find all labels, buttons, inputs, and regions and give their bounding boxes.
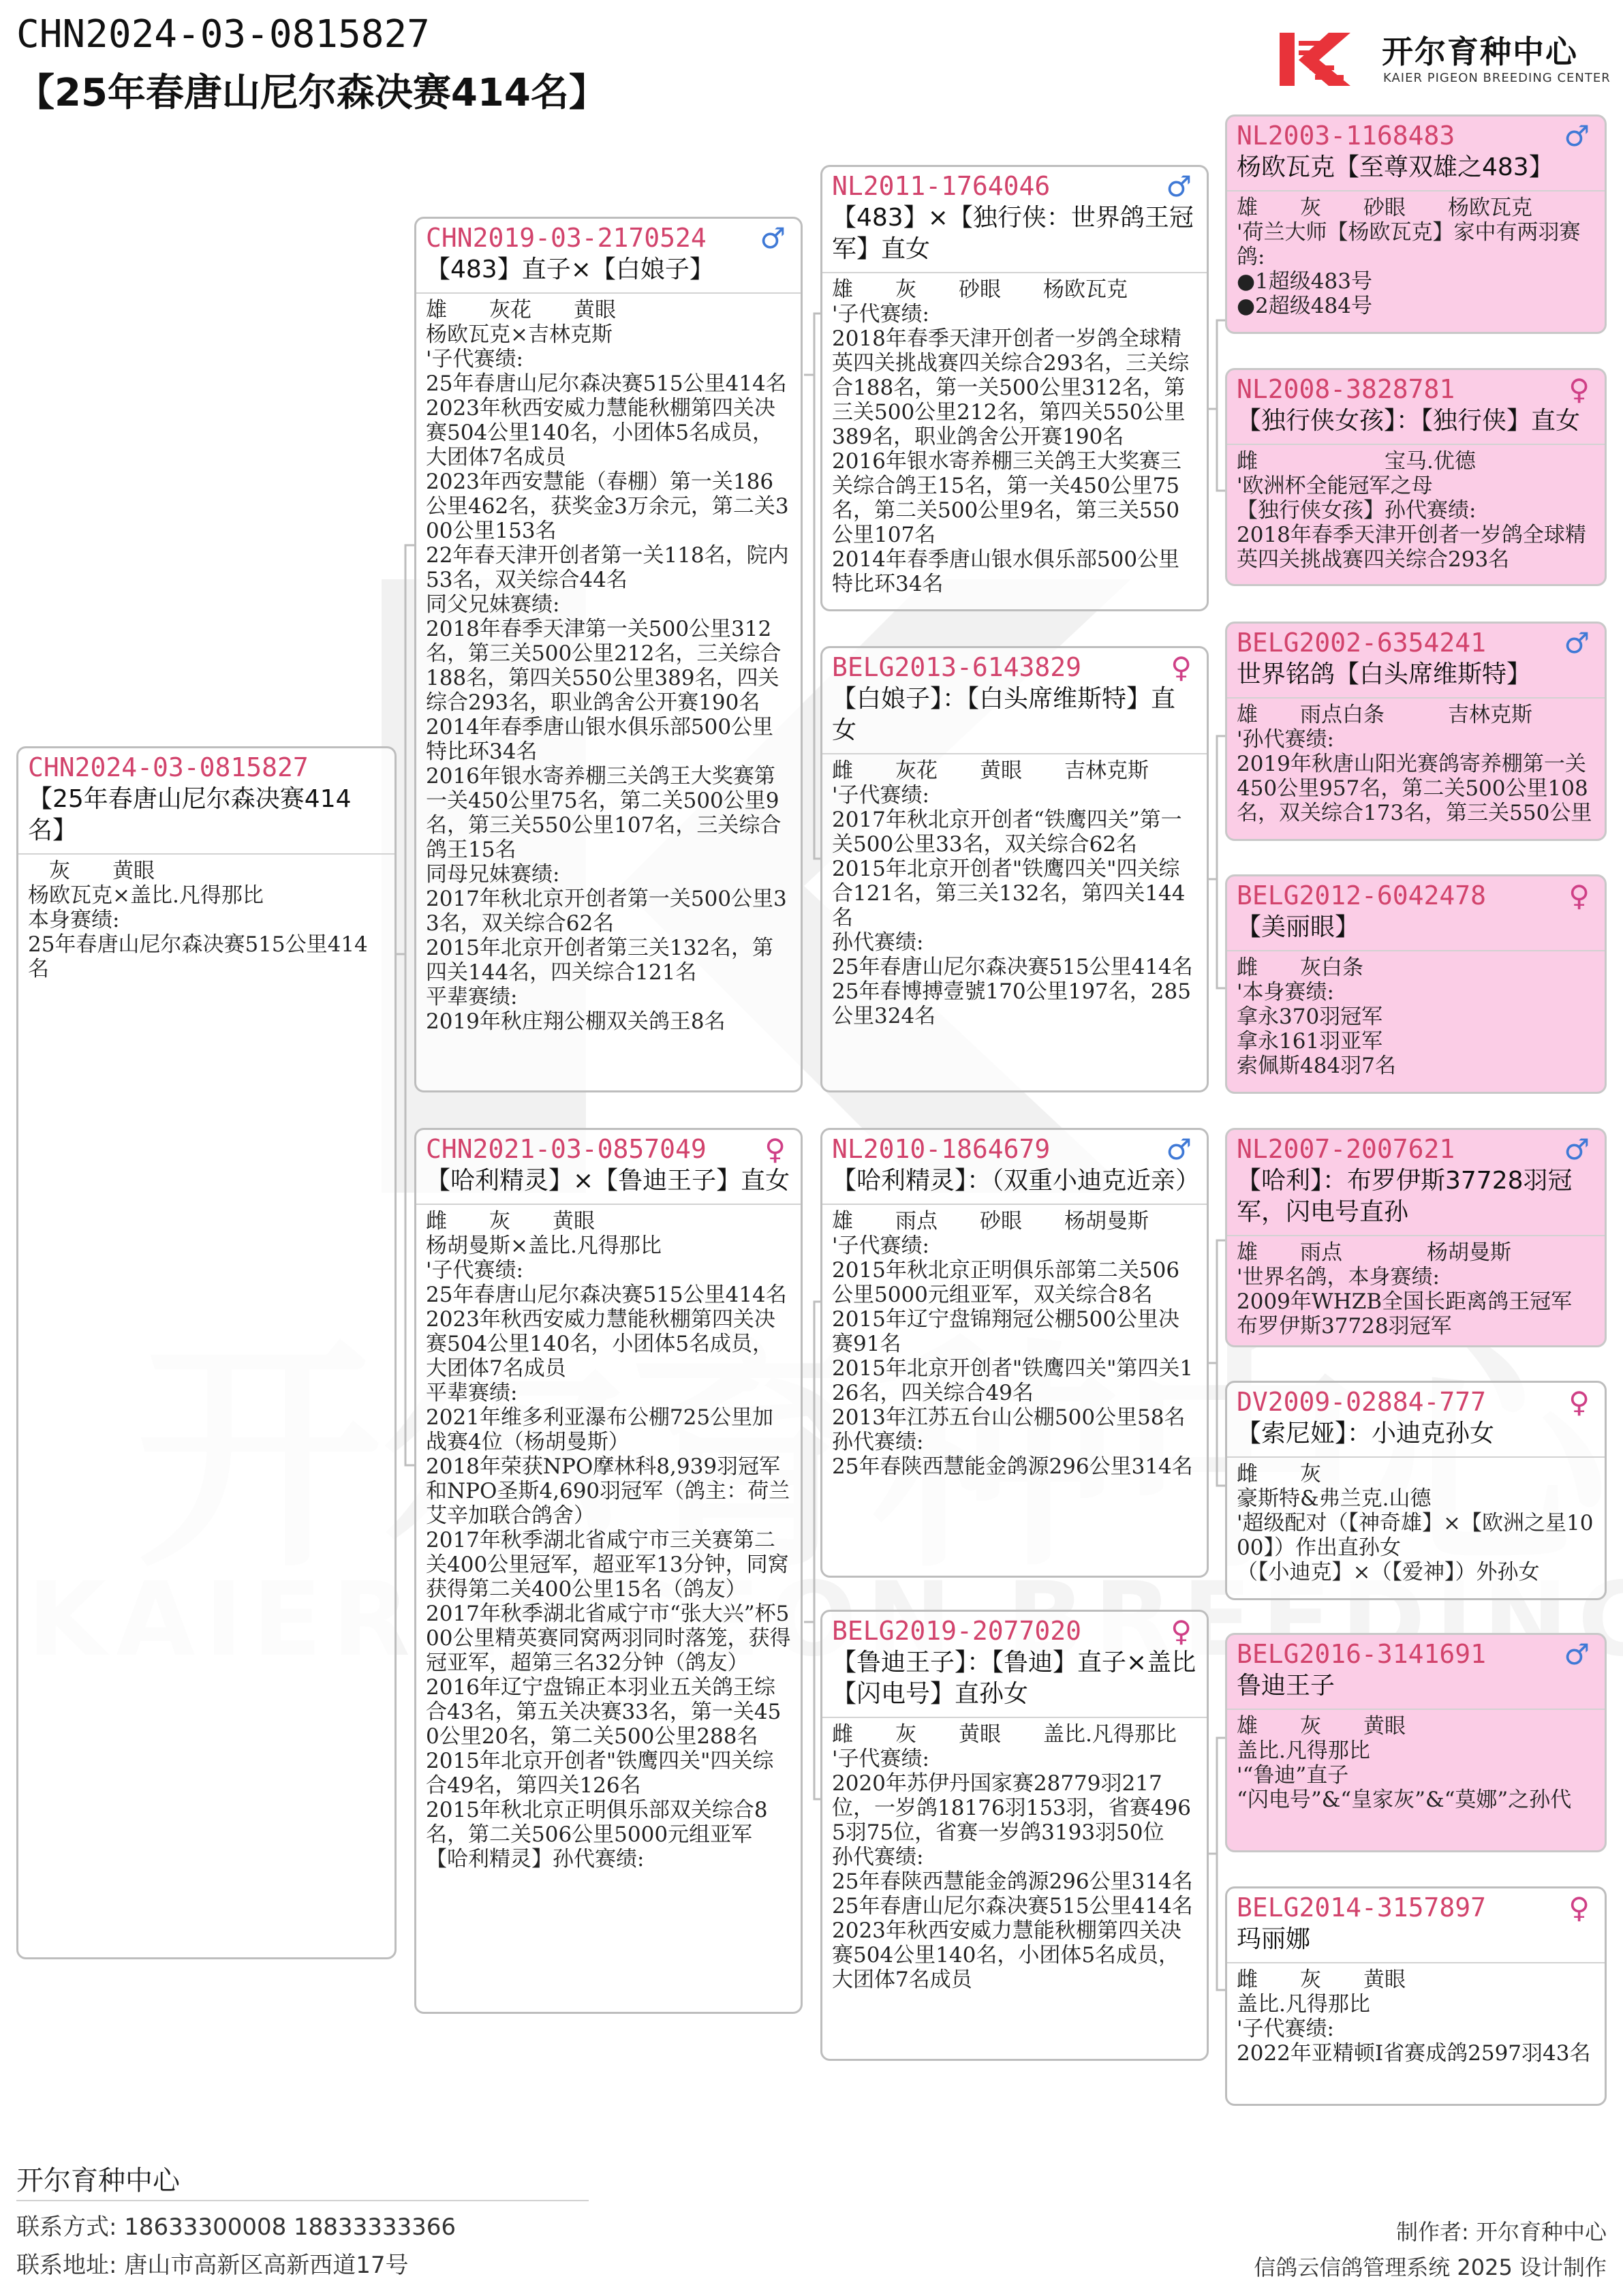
footer-contact xyxy=(16,2208,456,2241)
pigeon-info: 雄 雨点白条 吉林克斯 '孙代赛绩: 2019年秋唐山阳光赛鸽寄养棚第一关450公里957名，第二关500公里108名，双关综合173名，第三关550公里 xyxy=(1237,703,1592,825)
male-icon: ♂ xyxy=(760,221,786,255)
pedigree-card-sss[interactable] xyxy=(1225,114,1607,334)
pedigree-card-sire-sire[interactable] xyxy=(820,165,1209,611)
footer-address xyxy=(16,2246,409,2280)
footer-address-value: 唐山市高新区高新西道17号 xyxy=(124,2252,409,2279)
pigeon-info: 雌 灰白条 '本身赛绩: 拿永370羽冠军 拿永161羽亚军 索佩斯484羽7名 xyxy=(1237,955,1396,1078)
footer-maker-label: 制作者: xyxy=(1396,2219,1469,2245)
pigeon-name: 【独行侠女孩】：【独行侠】直女 xyxy=(1237,407,1581,435)
female-icon: ♀ xyxy=(1171,1614,1192,1648)
ring-number: BELG2012-6042478 xyxy=(1237,881,1487,910)
pedigree-card-dam[interactable] xyxy=(414,1128,803,2014)
female-icon: ♀ xyxy=(1568,1891,1590,1925)
pigeon-info: 雌 灰 黄眼 盖比.凡得那比 '子代赛绩: 2020年苏伊丹国家赛28779羽217位，一岁鸽18176羽153羽，省赛4965羽75位，省赛一岁鸽3193羽50位 孙代赛绩: 25年春陕西慧能金鸽源296公里314名 25年春唐山尼尔森决赛515公里414名 2023年秋西安威力慧能秋棚第四关决赛504公里140名，小团体5名成员，大团体7名成员 xyxy=(832,1722,1193,1992)
ring-number: BELG2002-6354241 xyxy=(1237,628,1487,658)
pigeon-info: 雌 灰 黄眼 杨胡曼斯×盖比.凡得那比 '子代赛绩: 25年春唐山尼尔森决赛515公里414名 2023年秋西安威力慧能秋棚第四关决赛504公里140名，小团体5名成员，大团体7名成员 平辈赛绩: 2021年维多利亚瀑布公棚725公里加战赛4位（杨胡曼斯） 2018年荣获NPO摩林科8,939羽冠军和NPO圣斯4,690羽冠军（鸽主：荷兰艾辛加联合鸽舍） 2017年秋季湖北省咸宁市三关赛第二关400公里冠军，超亚军13分钟，同窝获得第二关400公里15名（鸽友） 2017年秋季湖北省咸宁市“张大兴”杯500公里精英赛同窝两羽同时落笼，获得冠亚军，超第三名32分钟（鸽友） 2016年辽宁盘锦正本羽业五关鸽王综合43名，第五关决赛33名，第一关450公里20名，第二关500公里288名 2015年北京开创者"铁鹰四关"四关综合49名，第四关126名 2015年秋北京正明俱乐部双关综合8名，第二关506公里5000元组亚军 【哈利精灵】孙代赛绩: xyxy=(426,1209,791,1871)
pigeon-info: 雄 灰花 黄眼 杨欧瓦克×吉林克斯 '子代赛绩: 25年春唐山尼尔森决赛515公里414名 2023年秋西安威力慧能秋棚第四关决赛504公里140名，小团体5名成员，大团体7名成员 2023年西安慧能（春棚）第一关186公里462名，获奖金3万余元，第二关300公里153名 22年春天津开创者第一关118名，院内53名，双关综合44名 同父兄妹赛绩: 2018年春季天津第一关500公里312名，第三关500公里212名，三关综合188名，第四关550公里389名，四关综合293名，职业鸽舍公开赛190名 2014年春季唐山银水俱乐部500公里特比环34名 2016年银水寄养棚三关鸽王大奖赛第一关450公里75名，第二关500公里9名，第三关550公里107名，三关综合鸽王15名 同母兄妹赛绩: 2017年秋北京开创者第一关500公里33名，双关综合62名 2015年北京开创者第三关132名，第四关144名，四关综合121名 平辈赛绩: 2019年秋庄翔公棚双关鸽王8名 xyxy=(426,298,789,1034)
ring-number: CHN2024-03-0815827 xyxy=(28,752,309,782)
female-icon: ♀ xyxy=(764,1133,786,1166)
pigeon-name: 【25年春唐山尼尔森决赛414名】 xyxy=(28,785,352,844)
female-icon: ♀ xyxy=(1171,651,1192,684)
male-icon: ♂ xyxy=(1564,1133,1590,1166)
header-ring-number: CHN2024-03-0815827 xyxy=(16,12,430,57)
pigeon-name: 【白娘子】：【白头席维斯特】直女 xyxy=(832,685,1176,744)
ring-number: DV2009-02884-777 xyxy=(1237,1387,1487,1417)
pigeon-name: 【483】直子×【白娘子】 xyxy=(426,256,714,284)
pigeon-name: 【鲁迪王子】：【鲁迪】直子×盖比【闪电号】直孙女 xyxy=(832,1649,1196,1708)
pigeon-info: 雄 灰 砂眼 杨欧瓦克 '荷兰大师【杨欧瓦克】家中有两羽赛鸽: ●1超级483号 ●2超级484号 xyxy=(1237,196,1581,318)
ring-number: BELG2019-2077020 xyxy=(832,1616,1082,1646)
pedigree-card-self[interactable] xyxy=(16,746,397,1959)
pigeon-name: 鲁迪王子 xyxy=(1237,1672,1335,1700)
footer-address-label: 联系地址: xyxy=(16,2252,117,2279)
logo-name-cn: 开尔育种中心 xyxy=(1382,33,1578,70)
pedigree-card-sire-dam[interactable] xyxy=(820,646,1209,1092)
pigeon-info: 雌 灰 豪斯特&弗兰克.山德 '超级配对（【神奇雄】×【欧洲之星1000】）作出直孙女 （【小迪克】×（【爱神】）外孙女 xyxy=(1237,1462,1594,1585)
ring-number: CHN2021-03-0857049 xyxy=(426,1134,707,1164)
female-icon: ♀ xyxy=(1568,1386,1590,1419)
pigeon-info: 雄 雨点 杨胡曼斯 '世界名鸽，本身赛绩: 2009年WHZB全国长距离鸽王冠军 布罗伊斯37728羽冠军 xyxy=(1237,1240,1573,1338)
pedigree-card-sire[interactable] xyxy=(414,217,803,1092)
pedigree-card-sdd[interactable] xyxy=(1225,874,1607,1094)
pedigree-card-dds[interactable] xyxy=(1225,1633,1607,1852)
pigeon-info: 雄 雨点 砂眼 杨胡曼斯 '子代赛绩: 2015年秋北京正明俱乐部第二关506公里5000元组亚军，双关综合8名 2015年辽宁盘锦翔冠公棚500公里决赛91名 2015年北京开创者"铁鹰四关"第四关126名，四关综合49名 2013年江苏五台山公棚500公里58名 孙代赛绩: 25年春陕西慧能金鸽源296公里314名 xyxy=(832,1209,1194,1479)
pigeon-info: 灰 黄眼 杨欧瓦克×盖比.凡得那比 本身赛绩: 25年春唐山尼尔森决赛515公里414名 xyxy=(28,859,368,981)
female-icon: ♀ xyxy=(1568,879,1590,913)
footer-contact-phones[interactable]: 18633300008 18833333366 xyxy=(124,2214,456,2241)
pedigree-card-dam-sire[interactable] xyxy=(820,1128,1209,1578)
ring-number: NL2011-1764046 xyxy=(832,171,1051,201)
footer-system: 信鸽云信鸽管理系统 2025 设计制作 xyxy=(1254,2254,1607,2280)
pigeon-info: 雌 灰花 黄眼 吉林克斯 '子代赛绩: 2017年秋北京开创者“铁鹰四关”第一关500公里33名，双关综合62名 2015年北京开创者"铁鹰四关"四关综合121名，第三关132名，第四关144名 孙代赛绩: 25年春唐山尼尔森决赛515公里414名 25年春博搏壹號170公里197名，285公里324名 xyxy=(832,759,1193,1028)
pedigree-card-dss[interactable] xyxy=(1225,1128,1607,1347)
pigeon-name: 【483】×【独行侠：世界鸽王冠军】直女 xyxy=(832,204,1194,263)
pigeon-name: 玛丽娜 xyxy=(1237,1925,1311,1953)
ring-number: NL2003-1168483 xyxy=(1237,121,1455,151)
pedigree-card-dsd[interactable] xyxy=(1225,1381,1607,1600)
pigeon-name: 【哈利精灵】×【鲁迪王子】直女 xyxy=(426,1167,790,1195)
male-icon: ♂ xyxy=(1166,170,1192,203)
pigeon-name: 【索尼娅】：小迪克孙女 xyxy=(1237,1420,1495,1448)
ring-number: BELG2014-3157897 xyxy=(1237,1893,1487,1923)
ring-number: BELG2016-3141691 xyxy=(1237,1639,1487,1669)
pigeon-name: 【哈利精灵】：（双重小迪克近亲） xyxy=(832,1167,1201,1195)
pigeon-info: 雄 灰 黄眼 盖比.凡得那比 '“鲁迪”直子 “闪电号”&“皇家灰”&“莫娜”之孙代 xyxy=(1237,1714,1572,1812)
ring-number: BELG2013-6143829 xyxy=(832,652,1082,682)
pigeon-name: 【哈利】：布罗伊斯37728羽冠军，闪电号直孙 xyxy=(1237,1167,1573,1226)
pigeon-name: 杨欧瓦克【至尊双雄之483】 xyxy=(1237,153,1554,181)
pedigree-card-dam-dam[interactable] xyxy=(820,1610,1209,2061)
ring-number: NL2008-3828781 xyxy=(1237,374,1455,404)
pedigree-card-ddd[interactable] xyxy=(1225,1886,1607,2106)
pigeon-info: 雌 灰 黄眼 盖比.凡得那比 '子代赛绩: 2022年亚精顿I省赛成鸽2597羽43名 xyxy=(1237,1968,1591,2066)
pedigree-card-ssd[interactable] xyxy=(1225,368,1607,586)
footer-maker-value: 开尔育种中心 xyxy=(1475,2219,1607,2245)
header-title: 【25年春唐山尼尔森决赛414名】 xyxy=(16,71,607,115)
male-icon: ♂ xyxy=(1564,1638,1590,1671)
ring-number: NL2007-2007621 xyxy=(1237,1134,1455,1164)
pedigree-card-sds[interactable] xyxy=(1225,622,1607,841)
footer-contact-label: 联系方式: xyxy=(16,2214,117,2241)
male-icon: ♂ xyxy=(1564,119,1590,153)
female-icon: ♀ xyxy=(1568,373,1590,406)
footer-company: 开尔育种中心 xyxy=(16,2165,180,2196)
logo-name-en: KAIER PIGEON BREEDING CENTER xyxy=(1383,71,1611,85)
pigeon-info: 雄 灰 砂眼 杨欧瓦克 '子代赛绩: 2018年春季天津开创者一岁鸽全球精英四关挑战赛四关综合293名，三关综合188名，第一关500公里312名，第三关500公里212名，第四关550公里389名，职业鸽舍公开赛190名 2016年银水寄养棚三关鸽王大奖赛三关综合鸽王15名，第一关450公里75名，第二关500公里9名，第三关550公里107名 2014年春季唐山银水俱乐部500公里特比环34名 xyxy=(832,277,1190,596)
male-icon: ♂ xyxy=(1564,626,1590,660)
ring-number: CHN2019-03-2170524 xyxy=(426,223,707,253)
footer-divider xyxy=(16,2200,589,2201)
pigeon-name: 世界铭鸽【白头席维斯特】 xyxy=(1237,660,1532,688)
pigeon-name: 【美丽眼】 xyxy=(1237,913,1360,941)
male-icon: ♂ xyxy=(1166,1133,1192,1166)
pigeon-info: 雌 宝马.优德 '欧洲杯全能冠军之母 【独行侠女孩】孙代赛绩: 2018年春季天津开创者一岁鸽全球精英四关挑战赛四关综合293名 xyxy=(1237,449,1586,572)
ring-number: NL2010-1864679 xyxy=(832,1134,1051,1164)
footer-maker xyxy=(1396,2215,1607,2246)
